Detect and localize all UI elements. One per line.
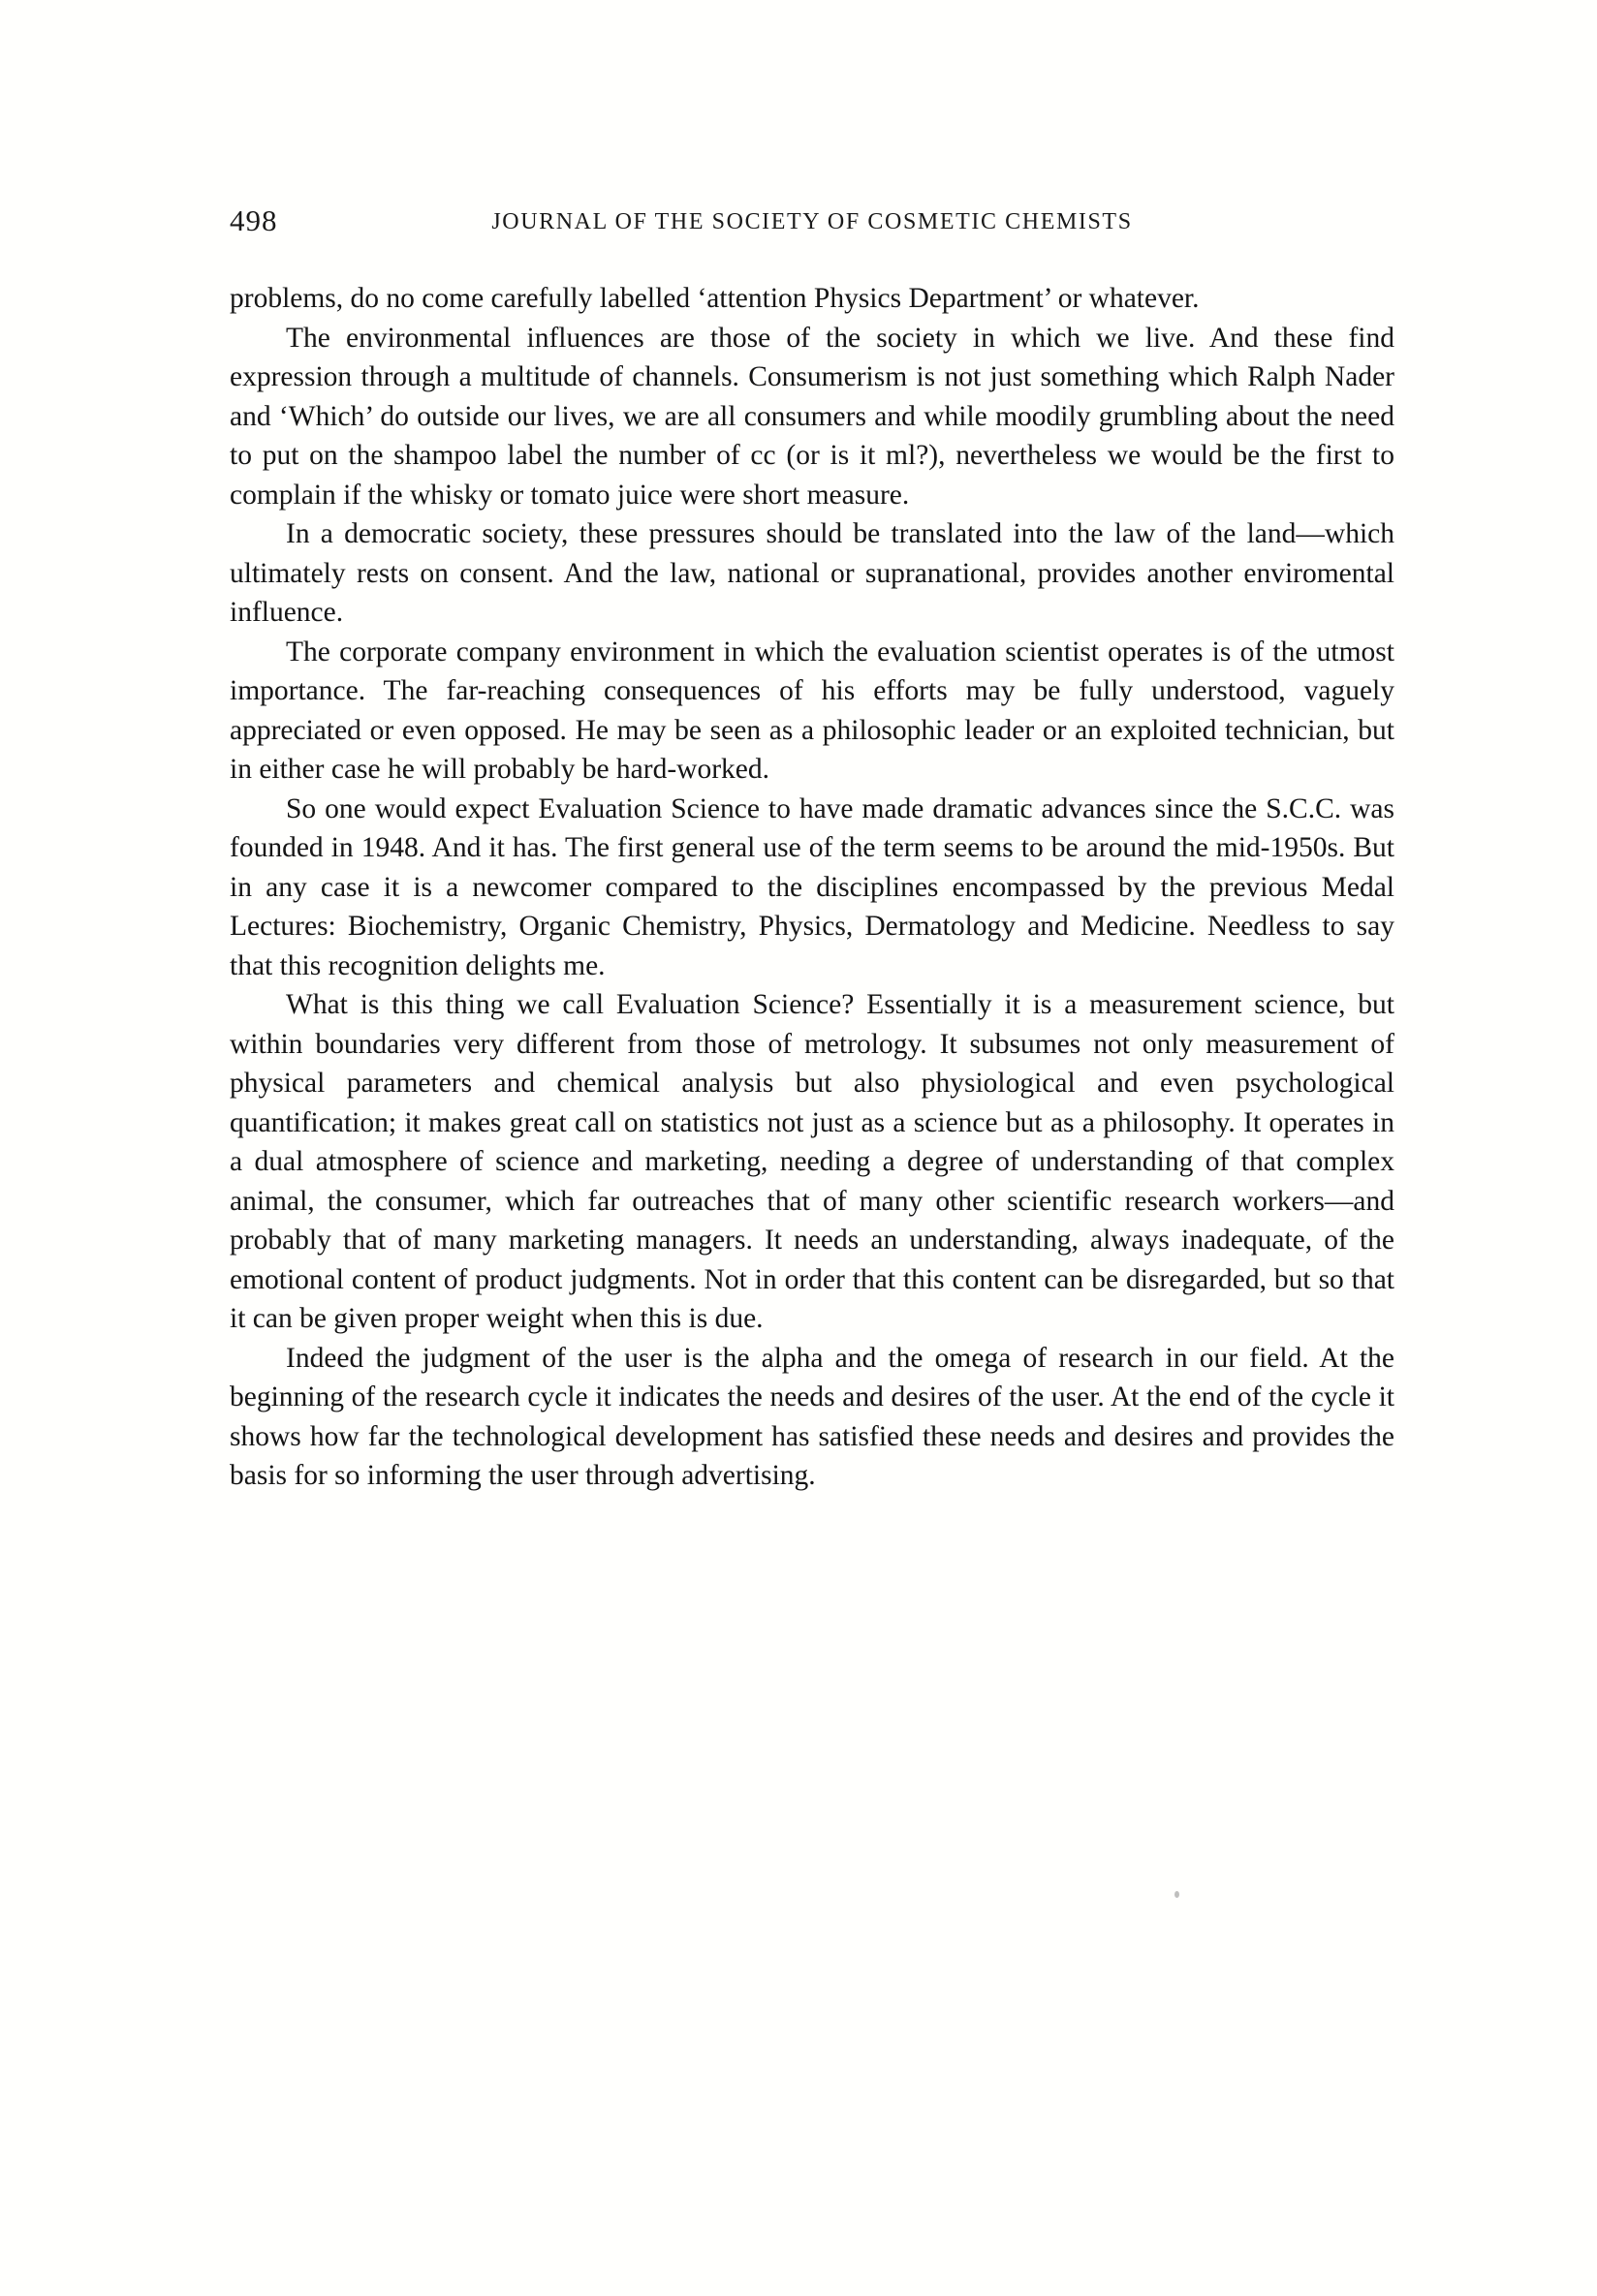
paragraph-continuation: problems, do no come carefully labelled ‘attention Physics Department’ or whatever.: [230, 283, 1200, 314]
paragraph: Indeed the judgment of the user is the alpha and the omega of research in our field. At the beginning of the research cycle it indicates the needs and desires of the user. At the end of the cycle it shows how far the technological development has satisfied these needs and desires and provides the basis for so informing the user through advertising.: [230, 1342, 1394, 1491]
journal-title: JOURNAL OF THE SOCIETY OF COSMETIC CHEMISTS: [491, 209, 1133, 234]
scan-artifact: [1174, 1891, 1179, 1898]
paragraph: What is this thing we call Evaluation Science? Essentially it is a measurement science, but within boundaries very different from those of metrology. It subsumes not only measurement of physical parameters and chemical analysis but also physiological and even psychological quantification; it makes great call on statistics not just as a science but as a philosophy. It operates in a dual atmosphere of science and marketing, needing a degree of understanding of that complex animal, the consumer, which far outreaches that of many other scientific research workers—and probably that of many marketing managers. It needs an understanding, always inadequate, of the emotional content of product judgments. Not in order that this content can be disregarded, but so that it can be given proper weight when this is due.: [230, 989, 1394, 1334]
article-body: [230, 279, 1394, 1496]
paragraph: The environmental influences are those of the society in which we live. And these find expression through a multitude of channels. Consumerism is not just something which Ralph Nader and ‘Which’ do outside our lives, we are all consumers and while moodily grumbling about the need to put on the shampoo label the number of cc (or is it ml?), nevertheless we would be the first to complain if the whisky or tomato juice were short measure.: [230, 322, 1394, 511]
page-content: [230, 203, 1394, 1496]
page-header: [230, 203, 1394, 244]
paragraph: So one would expect Evaluation Science to have made dramatic advances since the S.C.C. was founded in 1948. And it has. The first general use of the term seems to be around the mid-1950s. But in any case it is a newcomer compared to the disciplines encompassed by the previous Medal Lectures: Biochemistry, Organic Chemistry, Physics, Dermatology and Medicine. Needless to say that this recognition delights me.: [230, 792, 1394, 981]
paragraph: In a democratic society, these pressures should be translated into the law of the land—which ultimately rests on consent. And the law, national or supranational, provides another enviromental influence.: [230, 518, 1394, 628]
page-number: 498: [230, 203, 278, 237]
paragraph: The corporate company environment in which the evaluation scientist operates is of the utmost importance. The far-reaching consequences of his efforts may be fully understood, vaguely appreciated or even opposed. He may be seen as a philosophic leader or an exploited technician, but in either case he will probably be hard-worked.: [230, 636, 1394, 785]
